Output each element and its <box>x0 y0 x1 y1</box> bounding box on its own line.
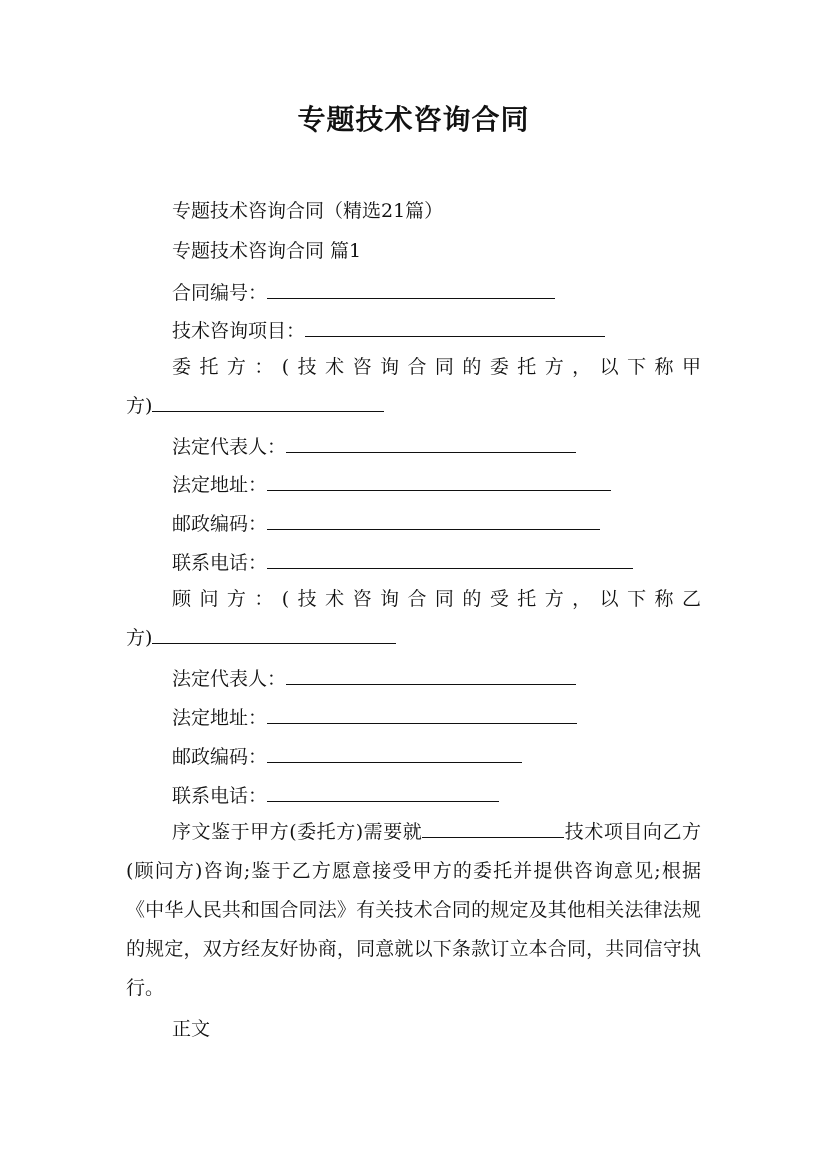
consult-project-blank[interactable] <box>305 316 605 337</box>
party-a-heading <box>126 348 701 426</box>
party-a-address-label: 法定地址： <box>172 474 268 496</box>
chapter-heading: 专题技术咨询合同 篇1 <box>172 240 362 262</box>
party-a-postcode-blank[interactable] <box>267 509 600 530</box>
collection-heading: 专题技术咨询合同（精选21篇） <box>172 200 444 222</box>
party-a-rep-blank[interactable] <box>286 432 576 453</box>
party-b-heading-line1: 顾问方：(技术咨询合同的受托方，以下称乙 <box>172 588 701 610</box>
party-b-address-blank[interactable] <box>267 703 577 724</box>
party-b-heading-line2: 方) <box>126 627 153 649</box>
preamble-paragraph <box>126 813 701 1008</box>
party-b-rep-row <box>172 664 576 692</box>
party-b-phone-blank[interactable] <box>267 781 499 802</box>
consult-project-row <box>172 316 605 344</box>
preamble-lead: 序文鉴于甲方(委托方)需要就 <box>172 821 423 843</box>
party-a-postcode-row <box>172 509 600 537</box>
party-a-heading-line1: 委托方：(技术咨询合同的委托方，以下称甲 <box>172 356 701 378</box>
party-b-heading <box>126 580 701 658</box>
party-a-address-blank[interactable] <box>267 470 611 491</box>
contract-number-blank[interactable] <box>267 278 555 299</box>
party-a-phone-row <box>172 548 633 576</box>
party-a-phone-blank[interactable] <box>267 548 633 569</box>
party-b-phone-row <box>172 781 499 809</box>
body-heading: 正文 <box>172 1018 211 1040</box>
consult-project-label: 技术咨询项目： <box>172 320 306 342</box>
party-a-address-row <box>172 470 611 498</box>
party-a-rep-row <box>172 432 576 460</box>
party-b-address-row <box>172 703 577 731</box>
party-b-postcode-blank[interactable] <box>267 742 522 763</box>
party-a-heading-line2: 方) <box>126 395 153 417</box>
party-b-rep-label: 法定代表人： <box>172 668 287 690</box>
party-b-name-blank[interactable] <box>152 623 396 644</box>
party-b-postcode-label: 邮政编码： <box>172 746 268 768</box>
preamble-rest: 技术项目向乙方(顾问方)咨询;鉴于乙方愿意接受甲方的委托并提供咨询意见;根据《中华人民共和国合同法》有关技术合同的规定及其他相关法律法规的规定，双方经友好协商，同意就以下条款订立本合同，共同信守执行。 <box>126 821 701 999</box>
party-b-phone-label: 联系电话： <box>172 785 268 807</box>
party-b-rep-blank[interactable] <box>286 664 576 685</box>
party-b-postcode-row <box>172 742 522 770</box>
party-a-phone-label: 联系电话： <box>172 552 268 574</box>
tech-project-blank[interactable] <box>422 817 564 838</box>
party-a-rep-label: 法定代表人： <box>172 436 287 458</box>
party-b-address-label: 法定地址： <box>172 707 268 729</box>
party-a-postcode-label: 邮政编码： <box>172 513 268 535</box>
document-title: 专题技术咨询合同 <box>297 103 530 136</box>
contract-number-row <box>172 278 555 306</box>
contract-number-label: 合同编号： <box>172 282 268 304</box>
party-a-name-blank[interactable] <box>152 391 384 412</box>
